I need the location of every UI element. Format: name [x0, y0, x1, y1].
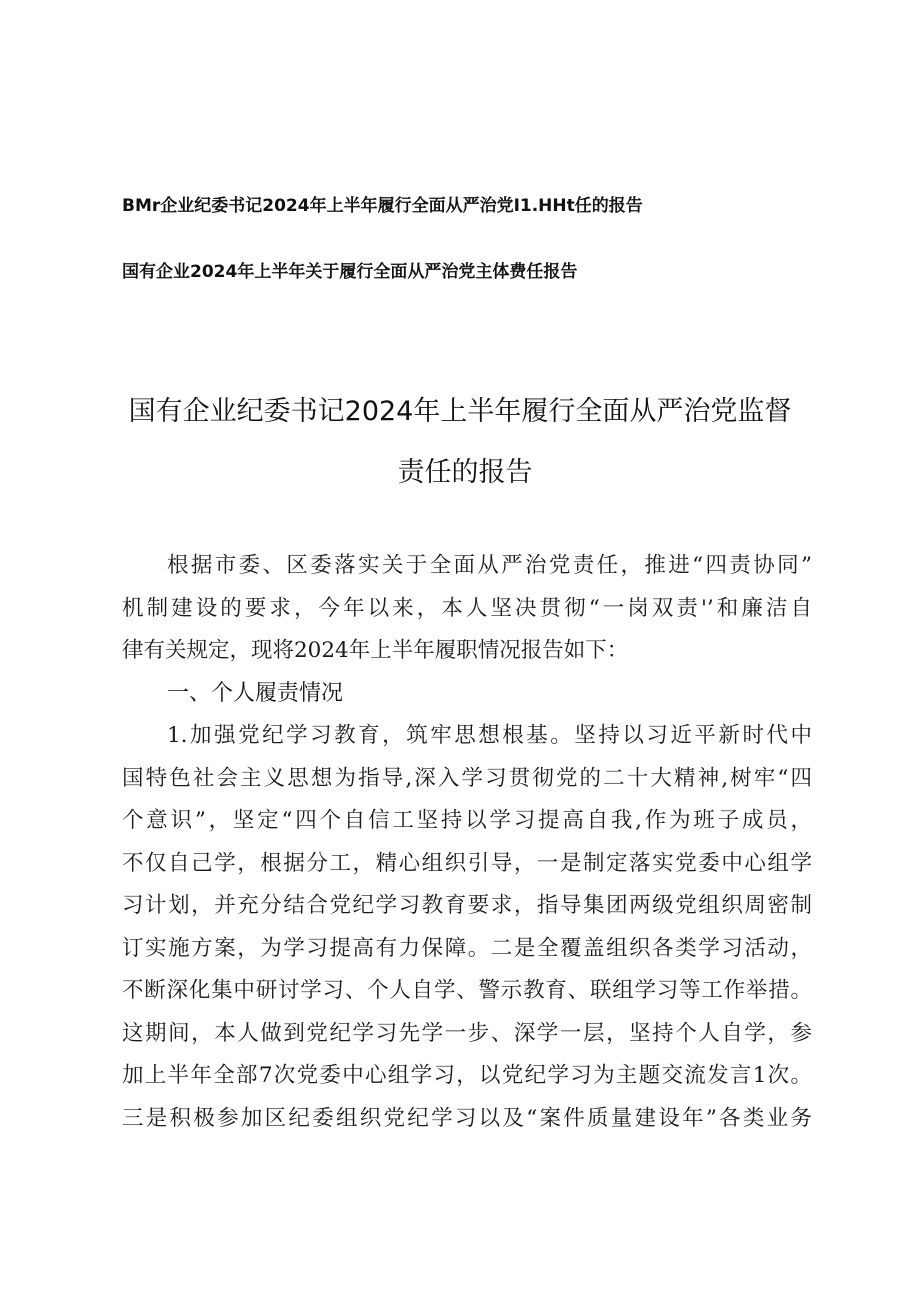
- section-heading-1: 一、个人履责情况: [167, 680, 344, 706]
- item1-line-3: 个意识”，坚定“四个自信工坚持以学习提高自我,作为班子成员，: [122, 808, 812, 833]
- item1-line-2: 国特色社会主义思想为指导,深入学习贯彻党的二十大精神,树牢“四: [122, 765, 812, 791]
- intro-line-1: 根据市委、区委落实关于全面从严治党责任，推进“四责协同”: [167, 553, 812, 578]
- item1-line-8: 这期间，本人做到党纪学习先学一步、深学一层，坚持个人自学，参: [122, 1020, 812, 1046]
- header-line-2: 国有企业2024年上半年关于履行全面从严治党主体费任报告: [122, 262, 578, 282]
- item1-line-7: 不断深化集中研讨学习、个人自学、警示教育、联组学习等工作举措。: [122, 978, 812, 1003]
- item1-line-9: 加上半年全部7次党委中心组学习，以党纪学习为主题交流发言1次。: [122, 1063, 812, 1088]
- document-title-line-2: 责任的报告: [397, 457, 533, 488]
- document-title-line-1: 国有企业纪委书记2024年上半年履行全面从严治党监督: [128, 396, 792, 427]
- document-body: [122, 545, 812, 1140]
- intro-line-2: 机制建设的要求，今年以来，本人坚决贯彻“一岗双责'’和廉洁自: [122, 595, 812, 621]
- header-line-1: BMr企业纪委书记2024年上半年履行全面从严治党I1.HHt任的报告: [122, 196, 643, 216]
- item1-line-5: 习计划，并充分结合党纪学习教育要求，指导集团两级党组织周密制: [122, 893, 812, 918]
- intro-line-3: 律有关规定，现将2024年上半年履职情况报告如下：: [122, 638, 629, 663]
- intro-paragraph: [122, 545, 812, 673]
- item1-line-6: 订实施方案，为学习提高有力保障。二是全覆盖组织各类学习活动，: [122, 935, 812, 961]
- item1-line-1: 1.加强党纪学习教育，筑牢思想根基。坚持以习近平新时代中: [167, 723, 812, 748]
- item-1-paragraph: [122, 715, 812, 1140]
- item1-line-4: 不仅自己学，根据分工，精心组织引导，一是制定落实党委中心组学: [122, 850, 812, 876]
- item1-line-10: 三是积极参加区纪委组织党纪学习以及“案件质量建设年”各类业务: [122, 1105, 812, 1131]
